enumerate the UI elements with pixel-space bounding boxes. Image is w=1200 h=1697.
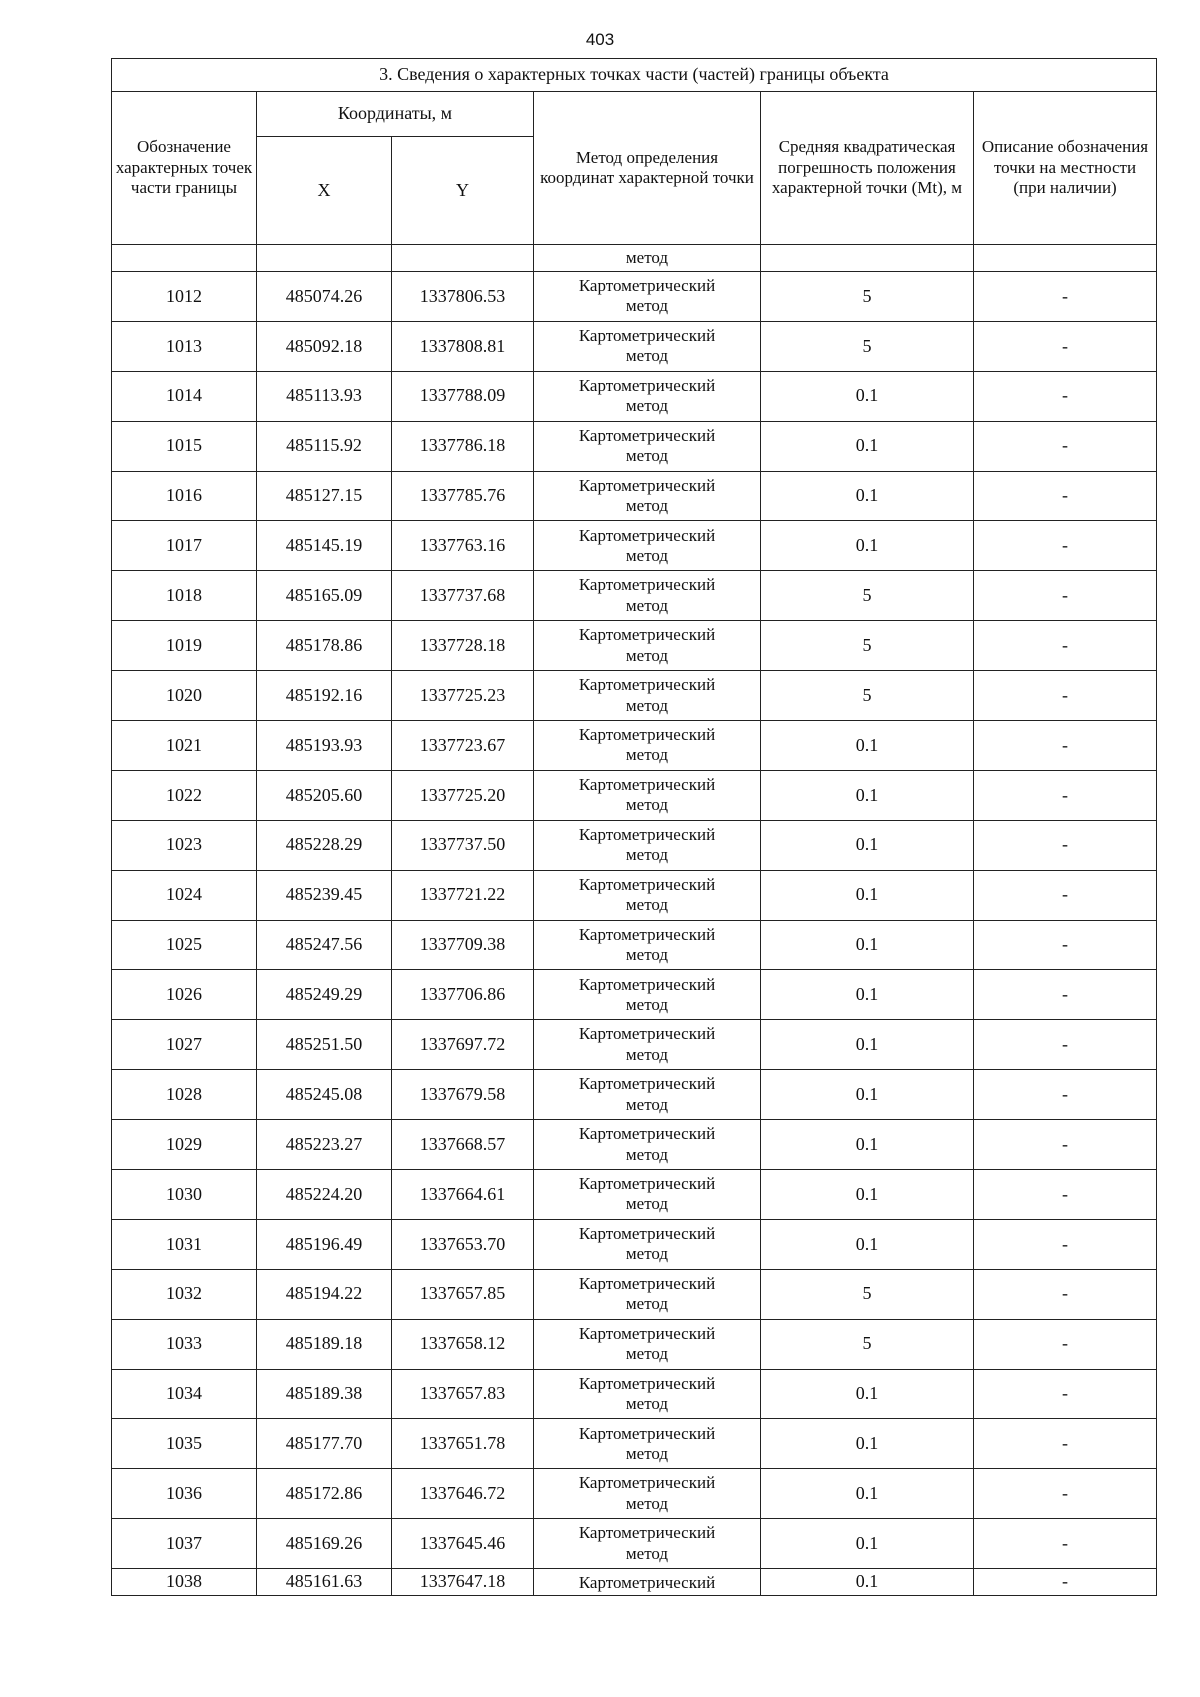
cell-y: 1337657.85 bbox=[392, 1269, 534, 1319]
method-line-1: Картометрический bbox=[578, 1124, 716, 1144]
cell-method bbox=[534, 1369, 761, 1419]
method-line-1: Картометрический bbox=[578, 725, 716, 745]
cell-error: 0.1 bbox=[761, 421, 974, 471]
cell-method bbox=[534, 1120, 761, 1170]
cell-error: 0.1 bbox=[761, 471, 974, 521]
cell-method bbox=[534, 1419, 761, 1469]
table-row bbox=[112, 920, 1157, 970]
cell-method bbox=[534, 920, 761, 970]
method-line-1: Картометрический bbox=[578, 824, 716, 844]
method-line-2: метод bbox=[625, 1044, 669, 1064]
cell-y: 1337706.86 bbox=[392, 970, 534, 1020]
cell-point: 1013 bbox=[112, 321, 257, 371]
cell-method bbox=[534, 571, 761, 621]
method-line-2: метод bbox=[625, 1194, 669, 1214]
method-line-1: Картометрический bbox=[578, 425, 716, 445]
cell-point: 1022 bbox=[112, 770, 257, 820]
table-row bbox=[112, 1569, 1157, 1596]
table-row bbox=[112, 1070, 1157, 1120]
cell-description: - bbox=[974, 1369, 1157, 1419]
cell-method bbox=[534, 1469, 761, 1519]
cell-y: 1337808.81 bbox=[392, 321, 534, 371]
table-row bbox=[112, 1469, 1157, 1519]
cell-description: - bbox=[974, 920, 1157, 970]
method-line-2: метод bbox=[625, 446, 669, 466]
method-line-2: метод bbox=[625, 1344, 669, 1364]
table-row bbox=[112, 621, 1157, 671]
cell-error: 0.1 bbox=[761, 521, 974, 571]
cell-method bbox=[534, 1170, 761, 1220]
method-line-1: Картометрический bbox=[578, 375, 716, 395]
cell-y: 1337697.72 bbox=[392, 1020, 534, 1070]
method-line-1: Картометрический bbox=[578, 1473, 716, 1493]
method-line-2: метод bbox=[625, 1394, 669, 1414]
method-line-1: Картометрический bbox=[578, 1024, 716, 1044]
cell-description: - bbox=[974, 371, 1157, 421]
cell-y: 1337788.09 bbox=[392, 371, 534, 421]
cell-method bbox=[534, 1070, 761, 1120]
header-description: Описание обозначения точки на местности (при наличии) bbox=[974, 92, 1157, 245]
cell-description: - bbox=[974, 421, 1157, 471]
table-row bbox=[112, 870, 1157, 920]
method-line-2: метод bbox=[625, 695, 669, 715]
method-line-2: метод bbox=[625, 895, 669, 915]
method-line-2: метод bbox=[625, 1144, 669, 1164]
table-row bbox=[112, 1170, 1157, 1220]
table-row bbox=[112, 721, 1157, 771]
cell-error: 5 bbox=[761, 621, 974, 671]
cell-y: 1337647.18 bbox=[392, 1569, 534, 1596]
cell-description: - bbox=[974, 1569, 1157, 1596]
cell-y: 1337737.50 bbox=[392, 820, 534, 870]
method-line-2: метод bbox=[625, 645, 669, 665]
cell-method bbox=[534, 820, 761, 870]
table-title: 3. Сведения о характерных точках части (частей) границы объекта bbox=[112, 59, 1157, 92]
method-line-1: Картометрический bbox=[578, 525, 716, 545]
table-row bbox=[112, 1020, 1157, 1070]
table-row bbox=[112, 1269, 1157, 1319]
method-line-2: метод bbox=[625, 1543, 669, 1563]
cell-error: 0.1 bbox=[761, 1219, 974, 1269]
cell-x: 485251.50 bbox=[257, 1020, 392, 1070]
method-line-1: Картометрический bbox=[578, 625, 716, 645]
method-line-2: метод bbox=[625, 346, 669, 366]
method-line-2: метод bbox=[625, 845, 669, 865]
cell-x: 485169.26 bbox=[257, 1519, 392, 1569]
cell-point: 1036 bbox=[112, 1469, 257, 1519]
method-line-2: метод bbox=[625, 1294, 669, 1314]
continuation-row bbox=[112, 245, 1157, 272]
cell-error: 0.1 bbox=[761, 1070, 974, 1120]
cell-method bbox=[534, 272, 761, 322]
page-number: 403 bbox=[585, 30, 615, 49]
cell-point: 1017 bbox=[112, 521, 257, 571]
cell-description: - bbox=[974, 571, 1157, 621]
method-line-1: Картометрический bbox=[578, 575, 716, 595]
method-line-2: метод bbox=[625, 795, 669, 815]
boundary-points-table bbox=[111, 58, 1157, 1596]
method-line-1: Картометрический bbox=[578, 325, 716, 345]
cell-x: 485115.92 bbox=[257, 421, 392, 471]
method-line-2: метод bbox=[625, 595, 669, 615]
cell-x: 485239.45 bbox=[257, 870, 392, 920]
header-point: Обозначение характерных точек части границы bbox=[112, 92, 257, 245]
cell-error: 0.1 bbox=[761, 1569, 974, 1596]
cell-point: 1027 bbox=[112, 1020, 257, 1070]
cell-error: 0.1 bbox=[761, 721, 974, 771]
cell-method bbox=[534, 721, 761, 771]
cell-method bbox=[534, 770, 761, 820]
method-line-2: метод bbox=[625, 1493, 669, 1513]
table-row bbox=[112, 1319, 1157, 1369]
method-line-2: метод bbox=[625, 545, 669, 565]
table-body bbox=[112, 245, 1157, 1596]
table-row bbox=[112, 820, 1157, 870]
cell-error: 5 bbox=[761, 1269, 974, 1319]
cell-x: 485172.86 bbox=[257, 1469, 392, 1519]
cell-point: 1020 bbox=[112, 671, 257, 721]
cell-description: - bbox=[974, 321, 1157, 371]
cell-point: 1038 bbox=[112, 1569, 257, 1596]
cell-y: 1337763.16 bbox=[392, 521, 534, 571]
cell-point: 1024 bbox=[112, 870, 257, 920]
cell-method bbox=[534, 1519, 761, 1569]
cell-method bbox=[534, 371, 761, 421]
method-line-2: метод bbox=[625, 296, 669, 316]
cell-x: 485189.18 bbox=[257, 1319, 392, 1369]
method-line-2: метод bbox=[625, 994, 669, 1014]
method-line-1: Картометрический bbox=[578, 1423, 716, 1443]
cell-error: 0.1 bbox=[761, 1020, 974, 1070]
cell-method bbox=[534, 1020, 761, 1070]
table-row bbox=[112, 421, 1157, 471]
cell-error: 0.1 bbox=[761, 770, 974, 820]
cell-x: 485223.27 bbox=[257, 1120, 392, 1170]
cell-x: 485178.86 bbox=[257, 621, 392, 671]
cell-x: 485189.38 bbox=[257, 1369, 392, 1419]
cell-point: 1035 bbox=[112, 1419, 257, 1469]
cell-error: 0.1 bbox=[761, 1469, 974, 1519]
cell-point: 1030 bbox=[112, 1170, 257, 1220]
cell-x: 485113.93 bbox=[257, 371, 392, 421]
cell-error: 0.1 bbox=[761, 1170, 974, 1220]
table-row bbox=[112, 272, 1157, 322]
cell-x: 485177.70 bbox=[257, 1419, 392, 1469]
cell-point: 1025 bbox=[112, 920, 257, 970]
cell-method: метод bbox=[534, 245, 761, 272]
method-line-1: Картометрический bbox=[578, 1074, 716, 1094]
cell-y: 1337664.61 bbox=[392, 1170, 534, 1220]
cell-description: - bbox=[974, 870, 1157, 920]
cell-point: 1015 bbox=[112, 421, 257, 471]
cell-method bbox=[534, 1269, 761, 1319]
cell-error: 5 bbox=[761, 671, 974, 721]
cell-y: 1337725.20 bbox=[392, 770, 534, 820]
method-line-2: метод bbox=[625, 745, 669, 765]
cell-x: 485074.26 bbox=[257, 272, 392, 322]
method-line-1: Картометрический bbox=[578, 924, 716, 944]
cell-description: - bbox=[974, 1519, 1157, 1569]
cell-error: 0.1 bbox=[761, 870, 974, 920]
cell-y: 1337653.70 bbox=[392, 1219, 534, 1269]
table-row bbox=[112, 1369, 1157, 1419]
cell-method bbox=[534, 1319, 761, 1369]
cell-method bbox=[534, 471, 761, 521]
cell-description: - bbox=[974, 1120, 1157, 1170]
cell-error: 0.1 bbox=[761, 1369, 974, 1419]
cell-description: - bbox=[974, 1020, 1157, 1070]
cell-y: 1337651.78 bbox=[392, 1419, 534, 1469]
cell-description: - bbox=[974, 1269, 1157, 1319]
cell-y bbox=[392, 245, 534, 272]
cell-description: - bbox=[974, 770, 1157, 820]
cell-point: 1031 bbox=[112, 1219, 257, 1269]
cell-point: 1018 bbox=[112, 571, 257, 621]
cell-description: - bbox=[974, 1419, 1157, 1469]
cell-y: 1337709.38 bbox=[392, 920, 534, 970]
cell-y: 1337786.18 bbox=[392, 421, 534, 471]
cell-point: 1029 bbox=[112, 1120, 257, 1170]
method-line-2: метод bbox=[625, 496, 669, 515]
cell-x: 485145.19 bbox=[257, 521, 392, 571]
cell-method bbox=[534, 970, 761, 1020]
cell-y: 1337723.67 bbox=[392, 721, 534, 771]
cell-error: 5 bbox=[761, 1319, 974, 1369]
cell-method bbox=[534, 1219, 761, 1269]
cell-x: 485127.15 bbox=[257, 471, 392, 521]
cell-y: 1337737.68 bbox=[392, 571, 534, 621]
table-row bbox=[112, 1219, 1157, 1269]
cell-method bbox=[534, 1569, 761, 1596]
cell-x: 485224.20 bbox=[257, 1170, 392, 1220]
cell-x: 485192.16 bbox=[257, 671, 392, 721]
cell-y: 1337725.23 bbox=[392, 671, 534, 721]
cell-method bbox=[534, 870, 761, 920]
cell-method bbox=[534, 321, 761, 371]
cell-method bbox=[534, 671, 761, 721]
cell-point: 1016 bbox=[112, 471, 257, 521]
cell-method bbox=[534, 421, 761, 471]
method-line-1: Картометрический bbox=[578, 475, 716, 495]
cell-point: 1019 bbox=[112, 621, 257, 671]
cell-description: - bbox=[974, 1319, 1157, 1369]
cell-point: 1021 bbox=[112, 721, 257, 771]
method-line-1: Картометрический bbox=[578, 1523, 716, 1543]
cell-y: 1337806.53 bbox=[392, 272, 534, 322]
cell-x: 485092.18 bbox=[257, 321, 392, 371]
method-line-1: Картометрический bbox=[578, 774, 716, 794]
cell-point: 1012 bbox=[112, 272, 257, 322]
method-line-2: метод bbox=[625, 396, 669, 416]
method-line-1: Картометрический bbox=[578, 1223, 716, 1243]
cell-y: 1337728.18 bbox=[392, 621, 534, 671]
header-coords: Координаты, м bbox=[257, 92, 534, 137]
header-x: X bbox=[257, 137, 392, 245]
cell-point: 1034 bbox=[112, 1369, 257, 1419]
cell-description: - bbox=[974, 820, 1157, 870]
cell-error bbox=[761, 245, 974, 272]
header-y: Y bbox=[392, 137, 534, 245]
cell-description: - bbox=[974, 1219, 1157, 1269]
cell-x: 485194.22 bbox=[257, 1269, 392, 1319]
cell-error: 5 bbox=[761, 272, 974, 322]
method-line-2: метод bbox=[625, 1244, 669, 1264]
table-row bbox=[112, 970, 1157, 1020]
cell-error: 5 bbox=[761, 571, 974, 621]
cell-y: 1337721.22 bbox=[392, 870, 534, 920]
cell-description: - bbox=[974, 471, 1157, 521]
cell-y: 1337658.12 bbox=[392, 1319, 534, 1369]
method-line-1: Картометрический bbox=[578, 1174, 716, 1194]
cell-x: 485228.29 bbox=[257, 820, 392, 870]
cell-description: - bbox=[974, 521, 1157, 571]
cell-y: 1337646.72 bbox=[392, 1469, 534, 1519]
table-row bbox=[112, 321, 1157, 371]
table-row bbox=[112, 671, 1157, 721]
table-row bbox=[112, 471, 1157, 521]
table-row bbox=[112, 1419, 1157, 1469]
cell-description: - bbox=[974, 721, 1157, 771]
cell-x: 485161.63 bbox=[257, 1569, 392, 1596]
cell-error: 0.1 bbox=[761, 1419, 974, 1469]
method-line-1: Картометрический bbox=[578, 276, 716, 296]
method-line-1: Картометрический bbox=[578, 1373, 716, 1393]
cell-y: 1337668.57 bbox=[392, 1120, 534, 1170]
cell-method bbox=[534, 521, 761, 571]
method-line-2: метод bbox=[625, 1443, 669, 1463]
method-line-1: Картометрический bbox=[578, 675, 716, 695]
cell-error: 0.1 bbox=[761, 371, 974, 421]
method-line-1: Картометрический bbox=[578, 1323, 716, 1343]
table-row bbox=[112, 770, 1157, 820]
cell-method bbox=[534, 621, 761, 671]
cell-error: 0.1 bbox=[761, 1120, 974, 1170]
cell-point: 1014 bbox=[112, 371, 257, 421]
cell-error: 0.1 bbox=[761, 920, 974, 970]
cell-description: - bbox=[974, 1070, 1157, 1120]
header-method: Метод определения координат характерной точки bbox=[534, 92, 761, 245]
cell-description: - bbox=[974, 671, 1157, 721]
table-row bbox=[112, 521, 1157, 571]
cell-error: 5 bbox=[761, 321, 974, 371]
cell-y: 1337645.46 bbox=[392, 1519, 534, 1569]
header-error: Средняя квадратическая погрешность положения характерной точки (Mt), м bbox=[761, 92, 974, 245]
cell-y: 1337679.58 bbox=[392, 1070, 534, 1120]
table-row bbox=[112, 571, 1157, 621]
cell-x: 485245.08 bbox=[257, 1070, 392, 1120]
cell-description: - bbox=[974, 1469, 1157, 1519]
cell-x: 485247.56 bbox=[257, 920, 392, 970]
cell-error: 0.1 bbox=[761, 970, 974, 1020]
cell-description: - bbox=[974, 621, 1157, 671]
cell-x: 485205.60 bbox=[257, 770, 392, 820]
cell-point: 1037 bbox=[112, 1519, 257, 1569]
method-line-1: Картометрический bbox=[578, 874, 716, 894]
method-line-1: Картометрический bbox=[578, 974, 716, 994]
method-line-1: Картометрический bbox=[578, 1273, 716, 1293]
cell-point bbox=[112, 245, 257, 272]
cell-x bbox=[257, 245, 392, 272]
cell-error: 0.1 bbox=[761, 820, 974, 870]
cell-x: 485165.09 bbox=[257, 571, 392, 621]
cell-y: 1337657.83 bbox=[392, 1369, 534, 1419]
method-line-2: метод bbox=[625, 1094, 669, 1114]
cell-point: 1033 bbox=[112, 1319, 257, 1369]
method-line-2: метод bbox=[625, 945, 669, 965]
cell-y: 1337785.76 bbox=[392, 471, 534, 521]
cell-point: 1023 bbox=[112, 820, 257, 870]
cell-x: 485193.93 bbox=[257, 721, 392, 771]
cell-point: 1032 bbox=[112, 1269, 257, 1319]
table-row bbox=[112, 1519, 1157, 1569]
cell-x: 485196.49 bbox=[257, 1219, 392, 1269]
cell-description: - bbox=[974, 1170, 1157, 1220]
cell-description bbox=[974, 245, 1157, 272]
cell-error: 0.1 bbox=[761, 1519, 974, 1569]
table-row bbox=[112, 1120, 1157, 1170]
cell-point: 1028 bbox=[112, 1070, 257, 1120]
cell-x: 485249.29 bbox=[257, 970, 392, 1020]
cell-point: 1026 bbox=[112, 970, 257, 1020]
method-line-1: Картометрический bbox=[578, 1572, 716, 1592]
table-row bbox=[112, 371, 1157, 421]
cell-description: - bbox=[974, 970, 1157, 1020]
cell-description: - bbox=[974, 272, 1157, 322]
